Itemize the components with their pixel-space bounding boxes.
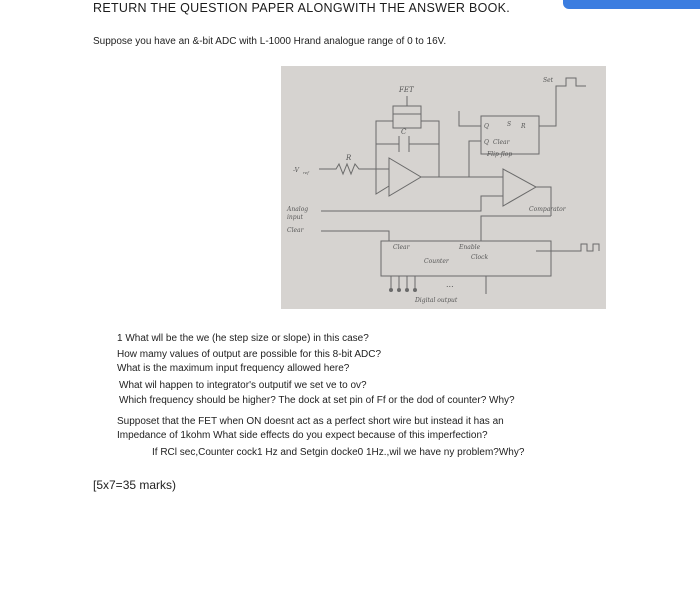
input-resistor [319, 164, 376, 174]
capacitor-label: C [401, 128, 407, 136]
ff-clear-label: Clear [493, 139, 510, 146]
question-line: What wil happen to integrator's outputif we set ve to ov? [119, 380, 367, 391]
page-title: RETURN THE QUESTION PAPER ALONGWITH THE ANSWER BOOK. [93, 1, 511, 15]
fet-label: FET [399, 86, 414, 94]
vin-label: -V [293, 167, 299, 174]
q-label: Q [484, 123, 489, 130]
analog-input-label-1: Analog [287, 206, 309, 213]
s-label: S [507, 121, 512, 128]
digital-output-label: Digital output [415, 297, 458, 304]
circuit-diagram [281, 66, 606, 309]
set-label: Set [543, 77, 554, 84]
output-pins [391, 276, 415, 288]
clock-label: Clock [471, 254, 489, 261]
resistor-label: R [346, 154, 352, 162]
question-line: Impedance of 1kohm What side effects do you expect because of this imperfection? [117, 430, 488, 441]
dots-label: ... [446, 280, 454, 289]
adc-circuit-figure [281, 66, 606, 309]
r-ff-label: R [521, 123, 526, 130]
enable-label: Enable [459, 244, 481, 251]
analog-input-label-2: input [287, 214, 303, 221]
question-line: Which frequency should be higher? The dock at set pin of Ff or the dod of counter? Why? [119, 395, 515, 406]
vin-subscript: ref [303, 170, 309, 175]
intro-text: Suppose you have an &-bit ADC with L-1000 Hrand analogue range of 0 to 16V. [93, 36, 447, 47]
question-line: If RCl sec,Counter cock1 Hz and Setgin docke0 1Hz.,wil we have ny problem?Why? [152, 447, 525, 458]
marks-note: [5x7=35 marks) [93, 478, 177, 492]
q-bar-label: Q [484, 139, 489, 146]
comparator-label: Comparator [529, 206, 566, 213]
counter-clear-label: Clear [393, 244, 410, 251]
question-line: What is the maximum input frequency allowed here? [117, 363, 350, 374]
set-pulse-wire [539, 78, 586, 126]
question-line: How mamy values of output are possible for this 8-bit ADC? [117, 349, 382, 360]
clock-pulse-wire [536, 244, 599, 251]
integrator-opamp [389, 158, 421, 196]
comparator-opamp [503, 169, 536, 206]
question-line: 1 What wll be the we (he step size or slope) in this case? [117, 333, 369, 344]
flip-flop-label: Flip flop [487, 151, 513, 158]
capacitor-plates [399, 136, 409, 152]
clear-left-label: Clear [287, 227, 304, 234]
question-line: Supposet that the FET when ON doesnt act as a perfect short wire but instead it has an [117, 416, 504, 427]
fet-box [393, 106, 421, 128]
counter-label: Counter [424, 258, 449, 265]
top-tab [563, 0, 700, 9]
